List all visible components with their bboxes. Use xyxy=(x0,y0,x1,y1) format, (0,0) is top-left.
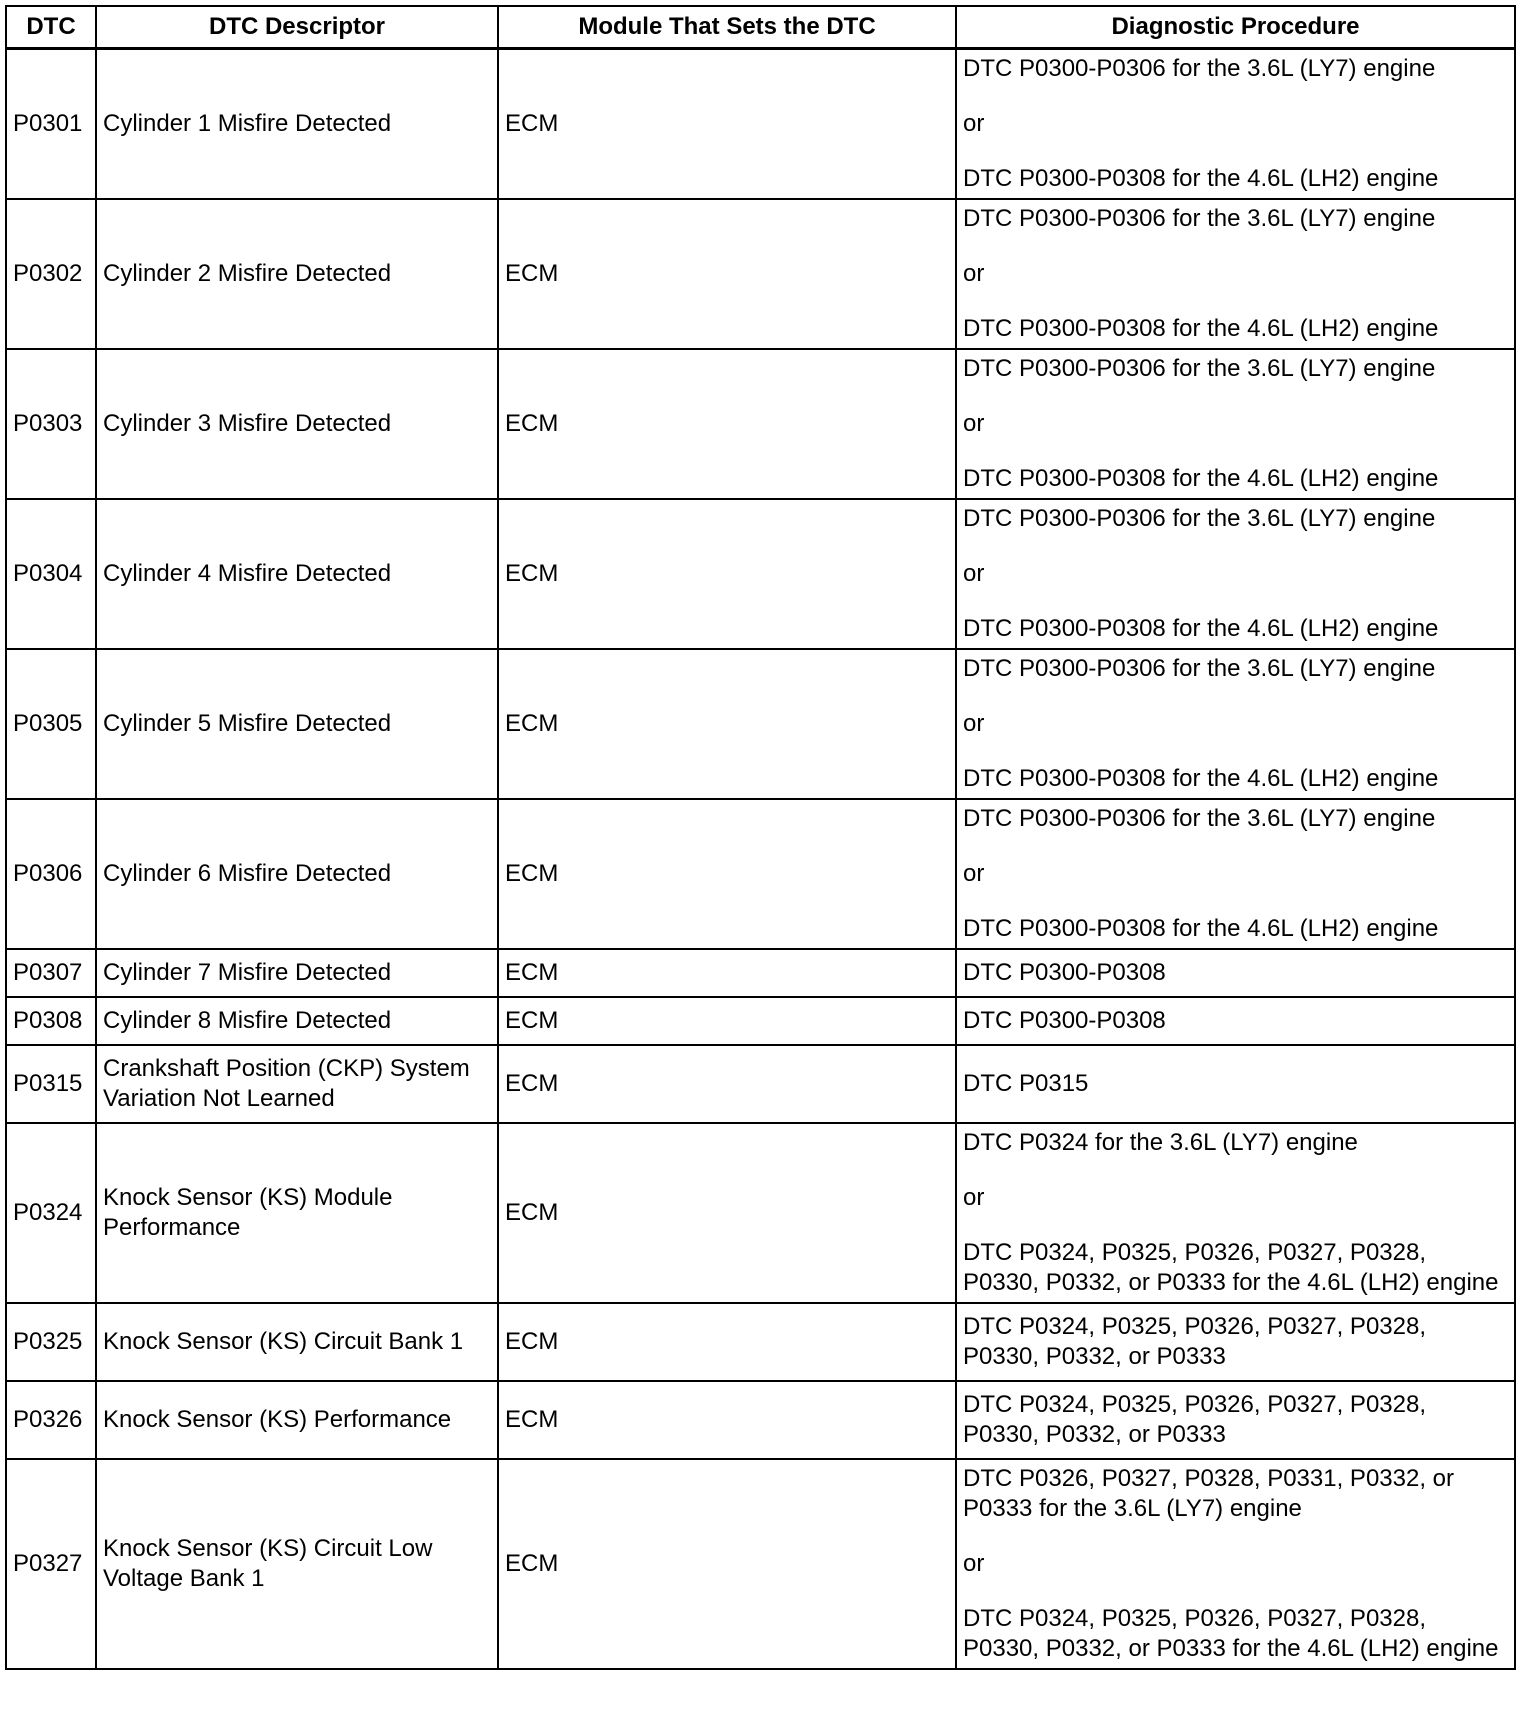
table-row xyxy=(6,1381,1515,1459)
procedure-spacer xyxy=(963,534,1508,559)
cell-procedure xyxy=(956,1459,1515,1669)
procedure-spacer xyxy=(963,834,1508,859)
procedure-line: DTC P0315 xyxy=(963,1070,1089,1097)
cell-dtc: P0324 xyxy=(6,1123,96,1303)
table-row xyxy=(6,1303,1515,1381)
cell-procedure xyxy=(956,49,1515,200)
table-row xyxy=(6,349,1515,499)
table-row xyxy=(6,649,1515,799)
header-dtc: DTC xyxy=(6,6,96,49)
procedure-line: DTC P0300-P0308 for the 4.6L (LH2) engine xyxy=(963,915,1439,942)
header-module: Module That Sets the DTC xyxy=(498,6,956,49)
procedure-line: DTC P0324, P0325, P0326, P0327, P0328, P0330, P0332, or P0333 xyxy=(963,1391,1426,1448)
cell-dtc: P0305 xyxy=(6,649,96,799)
header-procedure: Diagnostic Procedure xyxy=(956,6,1515,49)
procedure-spacer xyxy=(963,589,1508,614)
procedure-line: or xyxy=(963,410,985,437)
procedure-spacer xyxy=(963,289,1508,314)
procedure-line: DTC P0300-P0306 for the 3.6L (LY7) engine xyxy=(963,55,1436,82)
cell-module: ECM xyxy=(498,997,956,1045)
cell-procedure xyxy=(956,649,1515,799)
procedure-line: DTC P0300-P0308 for the 4.6L (LH2) engine xyxy=(963,165,1439,192)
cell-module: ECM xyxy=(498,949,956,997)
procedure-spacer xyxy=(963,1524,1508,1549)
table-row xyxy=(6,1045,1515,1123)
cell-procedure xyxy=(956,1381,1515,1459)
cell-dtc: P0307 xyxy=(6,949,96,997)
procedure-line: DTC P0324, P0325, P0326, P0327, P0328, P0330, P0332, or P0333 xyxy=(963,1313,1426,1370)
procedure-line: DTC P0324, P0325, P0326, P0327, P0328, P0330, P0332, or P0333 for the 4.6L (LH2) engine xyxy=(963,1239,1499,1296)
cell-descriptor: Cylinder 8 Misfire Detected xyxy=(96,997,498,1045)
procedure-line: DTC P0300-P0306 for the 3.6L (LY7) engine xyxy=(963,205,1436,232)
cell-module: ECM xyxy=(498,49,956,200)
cell-procedure xyxy=(956,199,1515,349)
procedure-line: or xyxy=(963,1550,985,1577)
cell-procedure xyxy=(956,1123,1515,1303)
procedure-spacer xyxy=(963,84,1508,109)
procedure-spacer xyxy=(963,384,1508,409)
procedure-line: DTC P0300-P0306 for the 3.6L (LY7) engine xyxy=(963,805,1436,832)
table-row xyxy=(6,799,1515,949)
procedure-line: DTC P0300-P0306 for the 3.6L (LY7) engine xyxy=(963,355,1436,382)
table-body xyxy=(6,49,1515,1670)
cell-procedure xyxy=(956,799,1515,949)
cell-descriptor: Knock Sensor (KS) Module Performance xyxy=(96,1123,498,1303)
dtc-table xyxy=(5,5,1516,1670)
cell-descriptor: Knock Sensor (KS) Performance xyxy=(96,1381,498,1459)
procedure-line: DTC P0300-P0306 for the 3.6L (LY7) engine xyxy=(963,655,1436,682)
cell-descriptor: Crankshaft Position (CKP) System Variation Not Learned xyxy=(96,1045,498,1123)
table-row xyxy=(6,49,1515,200)
cell-dtc: P0301 xyxy=(6,49,96,200)
cell-descriptor: Cylinder 4 Misfire Detected xyxy=(96,499,498,649)
procedure-line: DTC P0300-P0308 xyxy=(963,959,1166,986)
cell-module: ECM xyxy=(498,349,956,499)
procedure-line: DTC P0300-P0308 for the 4.6L (LH2) engine xyxy=(963,765,1439,792)
procedure-spacer xyxy=(963,234,1508,259)
cell-module: ECM xyxy=(498,1381,956,1459)
cell-dtc: P0327 xyxy=(6,1459,96,1669)
table-row xyxy=(6,1459,1515,1669)
procedure-line: or xyxy=(963,860,985,887)
cell-module: ECM xyxy=(498,1303,956,1381)
table-row xyxy=(6,1123,1515,1303)
cell-procedure xyxy=(956,949,1515,997)
procedure-spacer xyxy=(963,1213,1508,1238)
cell-module: ECM xyxy=(498,799,956,949)
cell-module: ECM xyxy=(498,649,956,799)
procedure-line: or xyxy=(963,710,985,737)
procedure-line: DTC P0324 for the 3.6L (LY7) engine xyxy=(963,1129,1358,1156)
cell-dtc: P0325 xyxy=(6,1303,96,1381)
cell-dtc: P0308 xyxy=(6,997,96,1045)
table-header-row xyxy=(6,6,1515,49)
cell-descriptor: Cylinder 2 Misfire Detected xyxy=(96,199,498,349)
cell-dtc: P0304 xyxy=(6,499,96,649)
cell-descriptor: Cylinder 5 Misfire Detected xyxy=(96,649,498,799)
table-row xyxy=(6,499,1515,649)
procedure-line: DTC P0300-P0308 xyxy=(963,1007,1166,1034)
procedure-line: DTC P0300-P0308 for the 4.6L (LH2) engine xyxy=(963,465,1439,492)
procedure-line: DTC P0324, P0325, P0326, P0327, P0328, P0330, P0332, or P0333 for the 4.6L (LH2) engine xyxy=(963,1605,1499,1662)
procedure-line: DTC P0300-P0308 for the 4.6L (LH2) engine xyxy=(963,315,1439,342)
cell-dtc: P0306 xyxy=(6,799,96,949)
cell-descriptor: Cylinder 7 Misfire Detected xyxy=(96,949,498,997)
table-row xyxy=(6,199,1515,349)
cell-module: ECM xyxy=(498,1123,956,1303)
procedure-line: or xyxy=(963,110,985,137)
cell-descriptor: Cylinder 3 Misfire Detected xyxy=(96,349,498,499)
table-row xyxy=(6,949,1515,997)
cell-module: ECM xyxy=(498,1459,956,1669)
cell-module: ECM xyxy=(498,1045,956,1123)
procedure-line: or xyxy=(963,260,985,287)
cell-procedure xyxy=(956,1303,1515,1381)
procedure-spacer xyxy=(963,739,1508,764)
cell-descriptor: Cylinder 1 Misfire Detected xyxy=(96,49,498,200)
procedure-spacer xyxy=(963,439,1508,464)
cell-procedure xyxy=(956,997,1515,1045)
cell-module: ECM xyxy=(498,499,956,649)
cell-module: ECM xyxy=(498,199,956,349)
procedure-spacer xyxy=(963,684,1508,709)
procedure-spacer xyxy=(963,1579,1508,1604)
header-descriptor: DTC Descriptor xyxy=(96,6,498,49)
procedure-spacer xyxy=(963,139,1508,164)
cell-dtc: P0326 xyxy=(6,1381,96,1459)
procedure-line: DTC P0326, P0327, P0328, P0331, P0332, or P0333 for the 3.6L (LY7) engine xyxy=(963,1465,1455,1522)
procedure-line: DTC P0300-P0306 for the 3.6L (LY7) engine xyxy=(963,505,1436,532)
cell-dtc: P0315 xyxy=(6,1045,96,1123)
cell-descriptor: Knock Sensor (KS) Circuit Low Voltage Bank 1 xyxy=(96,1459,498,1669)
procedure-line: or xyxy=(963,560,985,587)
cell-procedure xyxy=(956,1045,1515,1123)
cell-procedure xyxy=(956,499,1515,649)
procedure-line: or xyxy=(963,1184,985,1211)
procedure-line: DTC P0300-P0308 for the 4.6L (LH2) engine xyxy=(963,615,1439,642)
cell-dtc: P0302 xyxy=(6,199,96,349)
procedure-spacer xyxy=(963,1158,1508,1183)
table-row xyxy=(6,997,1515,1045)
cell-procedure xyxy=(956,349,1515,499)
procedure-spacer xyxy=(963,889,1508,914)
cell-descriptor: Knock Sensor (KS) Circuit Bank 1 xyxy=(96,1303,498,1381)
cell-dtc: P0303 xyxy=(6,349,96,499)
cell-descriptor: Cylinder 6 Misfire Detected xyxy=(96,799,498,949)
